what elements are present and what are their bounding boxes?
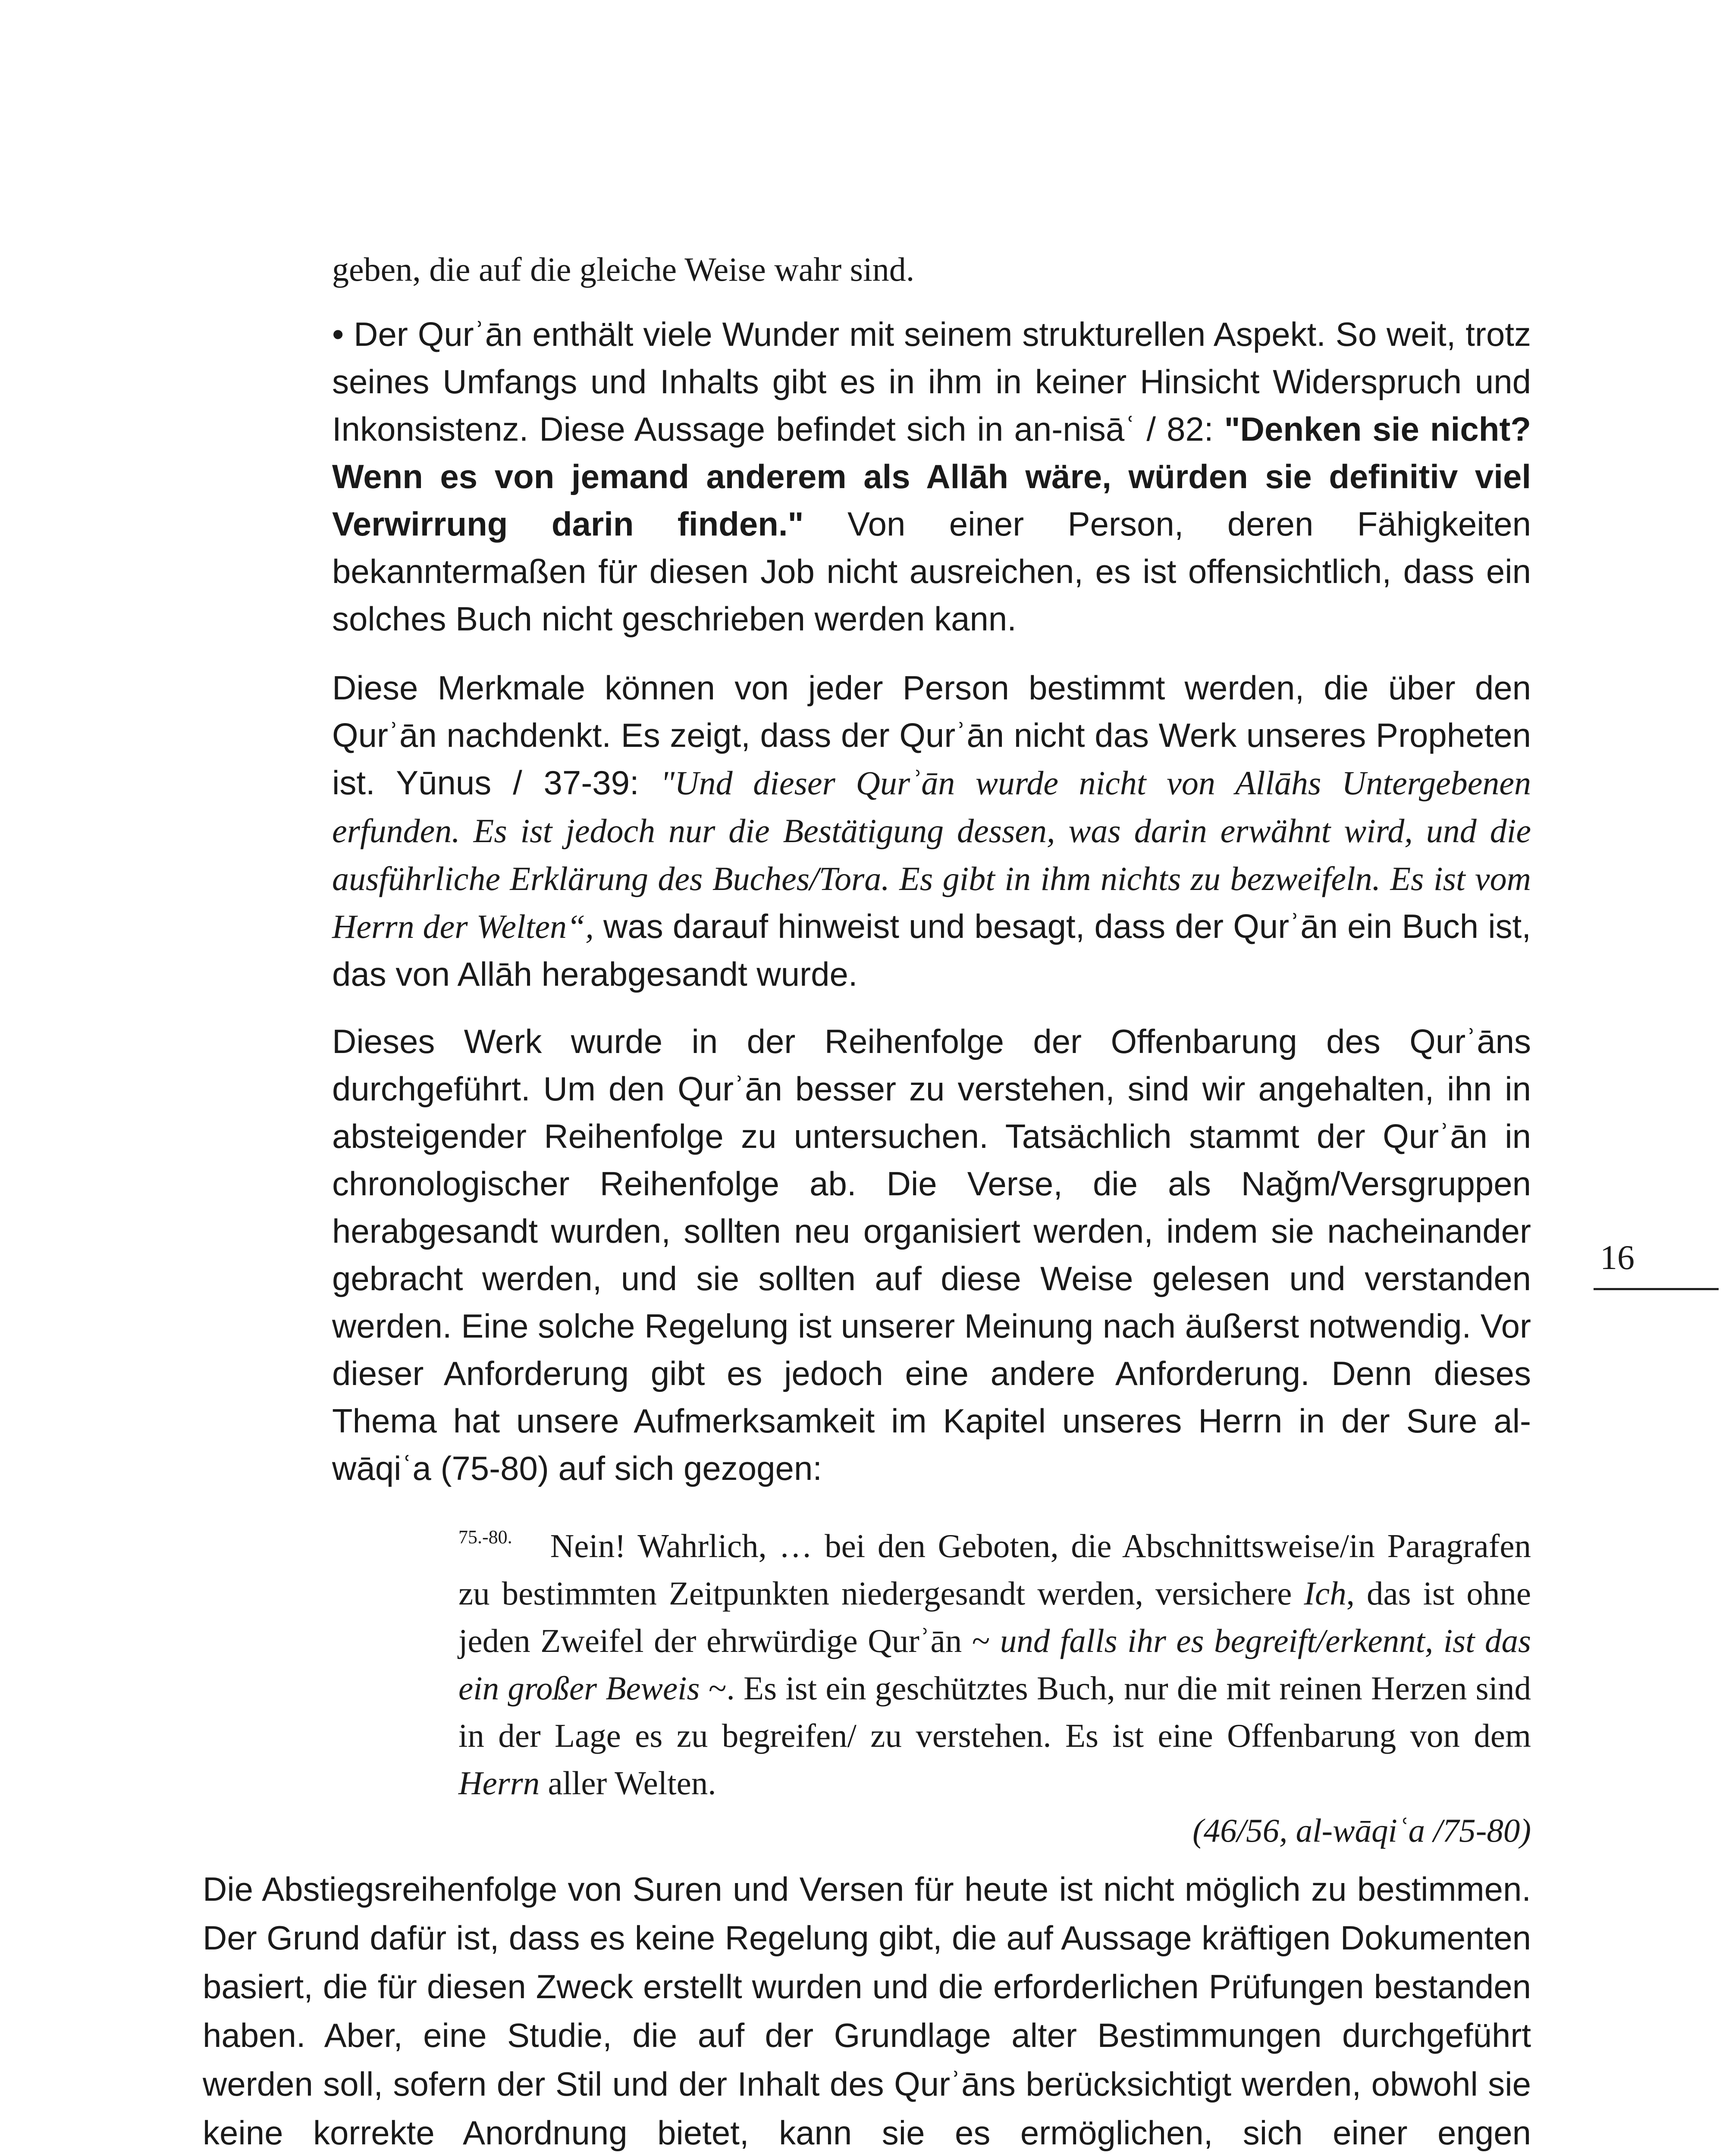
paragraph-1-text: geben, die auf die gleiche Weise wahr sind. — [332, 251, 915, 288]
paragraph-2-bold-quote: "Denken sie nicht? Wenn es von jemand anderem als Allāh wäre, würden sie definitiv viel Verwirrung darin finden." — [332, 410, 1531, 543]
paragraph-2-text-a: • Der Qurʾān enthält viele Wunder mit seinem strukturellen Aspekt. So weit, trotz seines Umfangs und Inhalts gibt es in ihm in keiner Hinsicht Widerspruch und Inkonsistenz. Diese Aussage befindet sich in an-nisāʿ / 82: — [332, 315, 1531, 448]
quote-text-3: ~. Es ist ein geschütztes Buch, nur die mit reinen Herzen sind in der Lage es zu begreifen/ zu verstehen. Es ist eine Offenbarung von dem — [458, 1670, 1531, 1754]
verse-number: 75.-80. — [458, 1526, 512, 1548]
paragraph-features — [332, 664, 1531, 998]
quote-reference: (46/56, al-wāqiʿa /75-80) — [1192, 1812, 1531, 1849]
paragraph-3-text-a: Diese Merkmale können von jeder Person bestimmt werden, die über den Qurʾān nachdenkt. Es zeigt, dass der Qurʾān nicht das Werk unseres Propheten ist. Yūnus / 37-39: — [332, 669, 1531, 802]
paragraph-descent-order — [203, 1865, 1531, 2156]
page-number: 16 — [1600, 1239, 1635, 1277]
paragraph-3-italic-quote: "Und dieser Qurʾān wurde nicht von Allāhs Untergebenen erfunden. Es ist jedoch nur die Bestätigung dessen, was darin erwähnt wird, und die ausführliche Erklärung des Buches/Tora. Es gibt in ihm nichts zu bezweifeln. Es ist vom Herrn der Welten“, — [332, 764, 1531, 945]
paragraph-2-text-b: Von einer Person, deren Fähigkeiten bekanntermaßen für diesen Job nicht ausreichen, es ist offensichtlich, dass ein solches Buch nicht geschrieben werden kann. — [332, 505, 1531, 638]
quote-text-2: , das ist ohne jeden Zweifel der ehrwürdige Qurʾān ~ — [458, 1575, 1531, 1659]
bottom-paragraph-text: Die Abstiegsreihenfolge von Suren und Versen für heute ist nicht möglich zu bestimmen. Der Grund dafür ist, dass es keine Regelung gibt, die auf Aussage kräftigen Dokumenten basiert, die für diesen Zweck erstellt wurden und die erforderlichen Prüfungen bestanden haben. Aber, eine Studie, die auf der Grundlage alter Bestimmungen durchgeführt werden soll, sofern der Stil und der Inhalt des Qurʾāns berücksichtigt werden, obwohl sie keine korrekte Anordnung bietet, kann sie es ermöglichen, sich einer engen — [203, 1870, 1531, 2152]
paragraph-continuation — [332, 246, 1531, 293]
quote-italic-2: und falls ihr es begreift/erkennt, ist das ein großer Beweis — [458, 1622, 1531, 1707]
paragraph-4-text: Dieses Werk wurde in der Reihenfolge der Offenbarung des Qurʾāns durchgeführt. Um den Qurʾān besser zu verstehen, sind wir angehalten, ihn in absteigender Reihenfolge zu untersuchen. Tatsächlich stammt der Qurʾān in chronologischer Reihenfolge ab. Die Verse, die als Naǧm/Versgruppen herabgesandt wurden, sollten neu organisiert werden, indem sie nacheinander gebracht werden, und sie sollten auf diese Weise gelesen und verstanden werden. Eine solche Regelung ist unserer Meinung nach äußerst notwendig. Vor dieser Anforderung gibt es jedoch eine andere Anforderung. Denn dieses Thema hat unsere Aufmerksamkeit im Kapitel unseres Herrn in der Sure al-wāqiʿa (75-80) auf sich gezogen: — [332, 1022, 1531, 1487]
paragraph-revelation-order — [332, 1018, 1531, 1492]
verse-quote-block — [458, 1514, 1531, 1854]
paragraph-3-text-b: was darauf hinweist und besagt, dass der Qurʾān ein Buch ist, das von Allāh herabgesandt wurde. — [332, 907, 1531, 993]
quote-italic-3: Herrn — [458, 1764, 540, 1802]
paragraph-bullet-quran-wonders — [332, 310, 1531, 642]
quote-text-4: aller Welten. — [540, 1764, 716, 1802]
quote-text-1: Nein! Wahrlich, … bei den Geboten, die Abschnittsweise/in Paragrafen zu bestimmten Zeitpunkten niedergesandt werden, versichere — [458, 1527, 1531, 1612]
page-number-rule — [1594, 1288, 1719, 1290]
quote-italic-1: Ich — [1304, 1575, 1346, 1612]
